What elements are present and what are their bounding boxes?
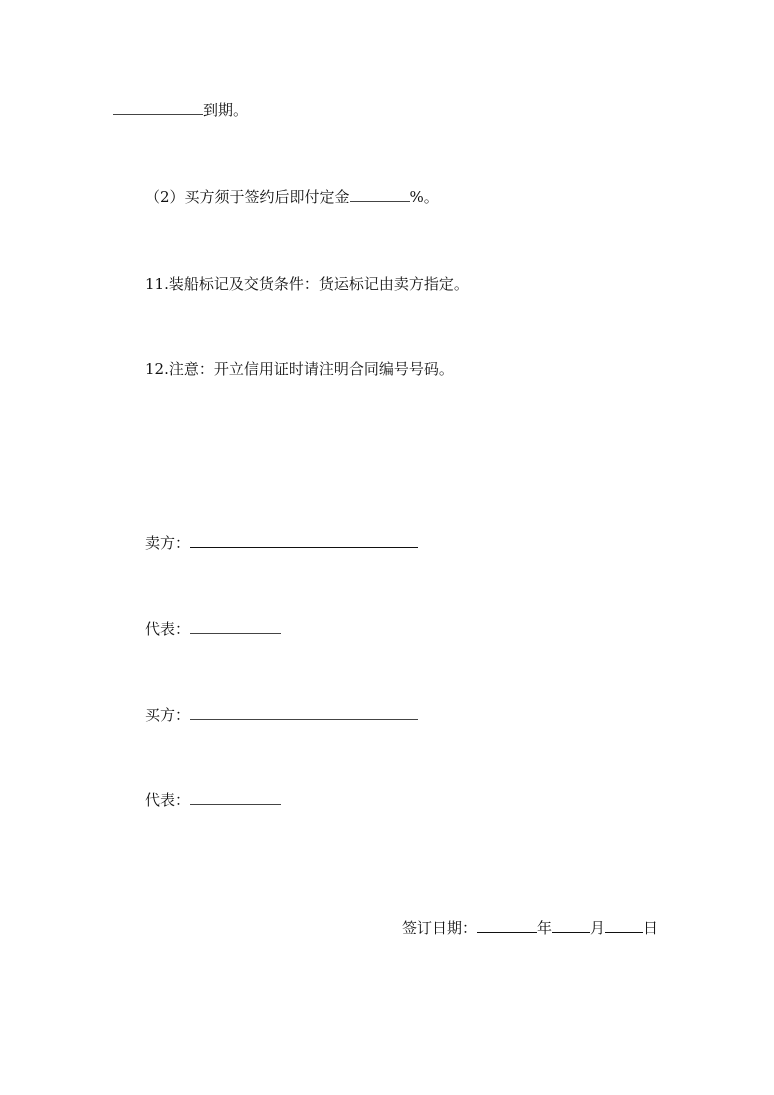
buyer-rep-blank[interactable] (190, 790, 281, 805)
clause-12-text: 12.注意：开立信用证时请注明合同编号号码。 (145, 360, 454, 378)
buyer-rep-label: 代表： (145, 791, 191, 809)
buyer-signature-line (145, 705, 418, 725)
seller-label: 卖方： (145, 534, 191, 552)
clause-11 (145, 274, 469, 294)
deposit-line (145, 187, 439, 207)
sign-month-blank[interactable] (552, 918, 590, 933)
sign-date-label: 签订日期： (402, 919, 478, 937)
buyer-name-blank[interactable] (190, 705, 418, 720)
year-label: 年 (537, 919, 553, 937)
seller-signature-line (145, 533, 418, 553)
seller-rep-label: 代表： (145, 620, 191, 638)
due-suffix: 到期。 (203, 101, 249, 119)
deposit-text: （2）买方须于签约后即付定金 (145, 188, 350, 206)
seller-rep-blank[interactable] (190, 619, 281, 634)
sign-year-blank[interactable] (477, 918, 537, 933)
sign-day-blank[interactable] (605, 918, 643, 933)
seller-name-blank[interactable] (190, 533, 418, 548)
due-date-blank[interactable] (113, 100, 203, 115)
buyer-label: 买方： (145, 706, 191, 724)
month-label: 月 (590, 919, 606, 937)
day-label: 日 (643, 919, 659, 937)
clause-11-text: 11.装船标记及交货条件：货运标记由卖方指定。 (145, 275, 469, 293)
buyer-representative-line (145, 790, 281, 810)
due-line (113, 100, 248, 120)
sign-date-line (402, 918, 658, 938)
seller-representative-line (145, 619, 281, 639)
deposit-suffix: %。 (409, 188, 439, 206)
clause-12 (145, 359, 454, 379)
deposit-percent-blank[interactable] (350, 187, 410, 202)
